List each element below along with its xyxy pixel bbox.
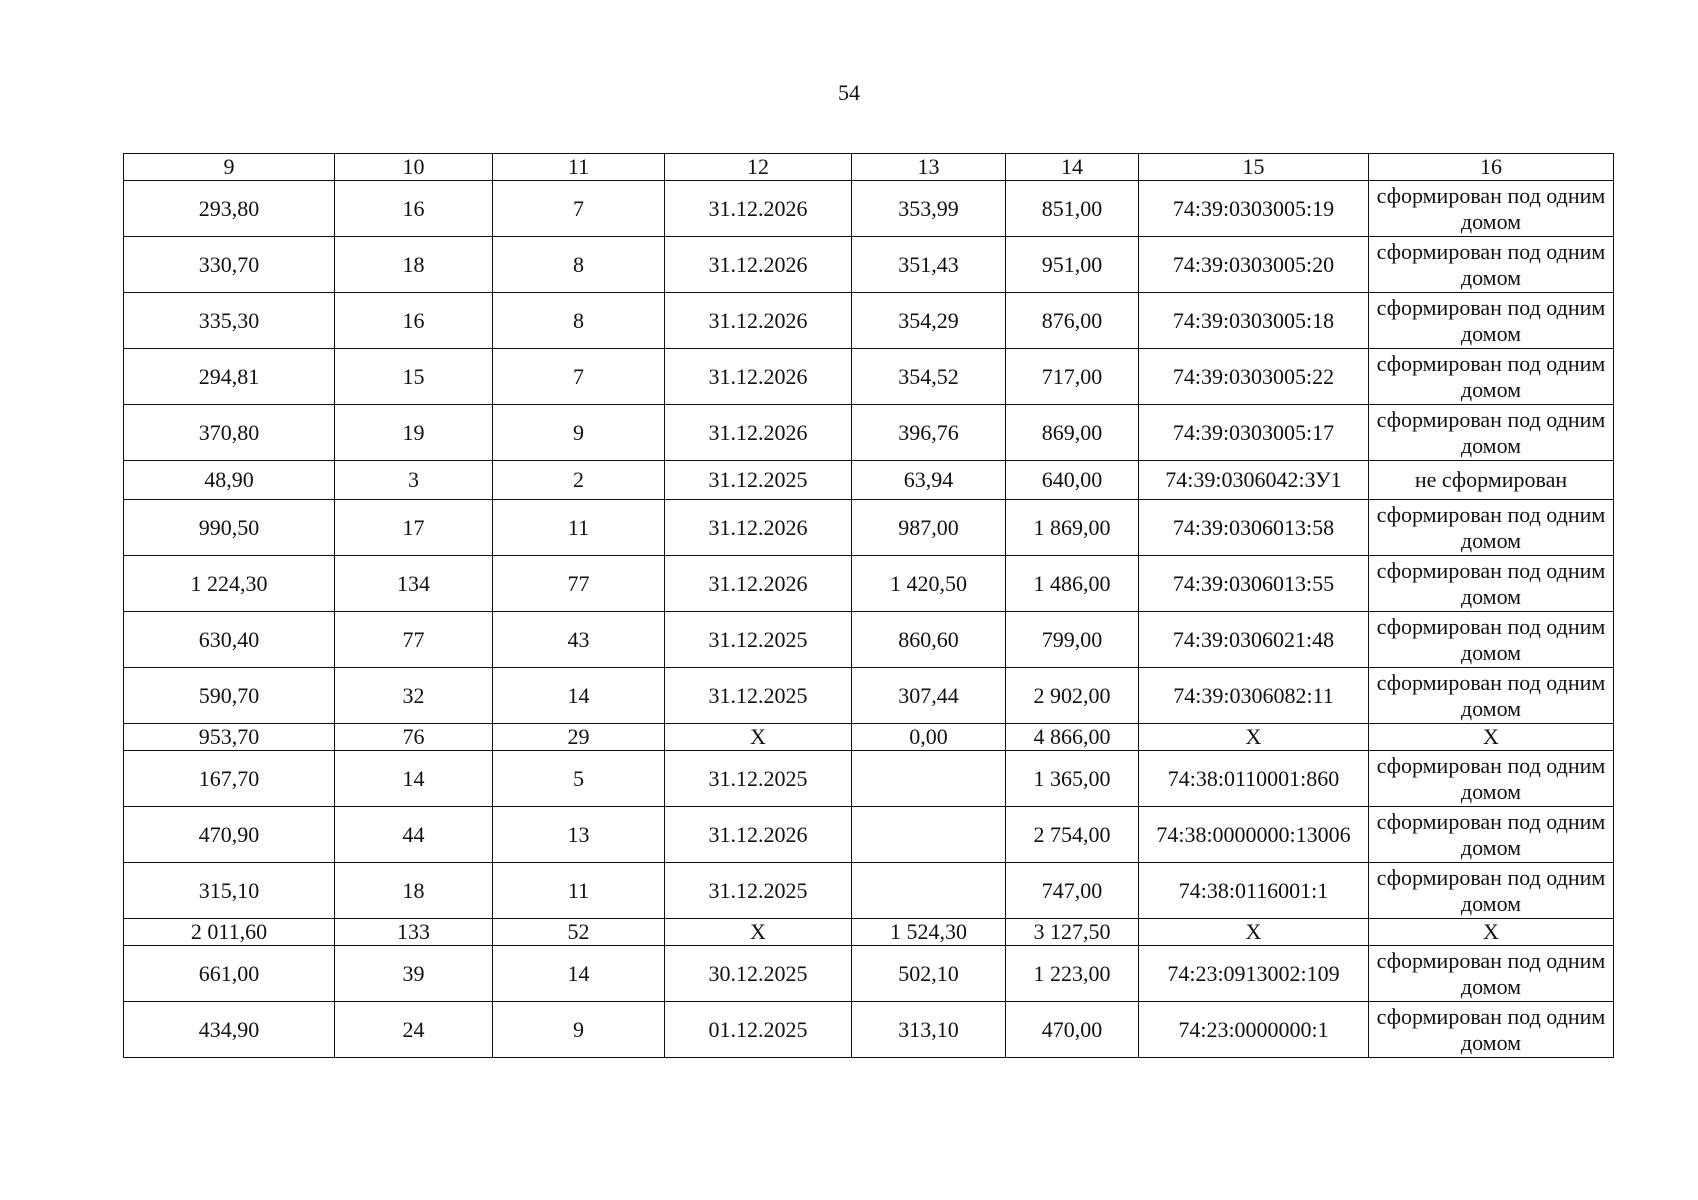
table-cell: 630,40 bbox=[124, 612, 335, 668]
table-cell: 74:23:0913002:109 bbox=[1139, 946, 1369, 1002]
table-cell: сформирован под одним домом bbox=[1369, 668, 1614, 724]
table-cell: 74:39:0306082:11 bbox=[1139, 668, 1369, 724]
table-cell: 74:39:0303005:18 bbox=[1139, 293, 1369, 349]
table-cell: 4 866,00 bbox=[1006, 724, 1139, 751]
table-cell: 74:38:0000000:13006 bbox=[1139, 807, 1369, 863]
table-cell: 29 bbox=[493, 724, 665, 751]
table-cell bbox=[852, 863, 1006, 919]
table-cell: 44 bbox=[335, 807, 493, 863]
table-cell: 9 bbox=[493, 1002, 665, 1058]
table-row bbox=[124, 919, 1614, 946]
table-cell: X bbox=[1369, 919, 1614, 946]
table-cell: 31.12.2026 bbox=[665, 349, 852, 405]
table-cell bbox=[852, 751, 1006, 807]
table-cell: 31.12.2026 bbox=[665, 237, 852, 293]
table-cell: 1 420,50 bbox=[852, 556, 1006, 612]
table-cell: 31.12.2025 bbox=[665, 751, 852, 807]
table-cell: 74:39:0306021:48 bbox=[1139, 612, 1369, 668]
table-row bbox=[124, 181, 1614, 237]
table-cell: 31.12.2025 bbox=[665, 612, 852, 668]
table-cell: 19 bbox=[335, 405, 493, 461]
table-cell: 74:39:0303005:20 bbox=[1139, 237, 1369, 293]
table-cell: 860,60 bbox=[852, 612, 1006, 668]
column-number-header: 14 bbox=[1006, 154, 1139, 181]
table-cell: 74:38:0116001:1 bbox=[1139, 863, 1369, 919]
table-cell: 24 bbox=[335, 1002, 493, 1058]
table-cell: 2 754,00 bbox=[1006, 807, 1139, 863]
table-cell: 31.12.2026 bbox=[665, 405, 852, 461]
table-cell: 133 bbox=[335, 919, 493, 946]
table-cell: 313,10 bbox=[852, 1002, 1006, 1058]
table-cell: 77 bbox=[493, 556, 665, 612]
column-number-header: 10 bbox=[335, 154, 493, 181]
table-cell: 11 bbox=[493, 500, 665, 556]
table-cell: 74:39:0306013:55 bbox=[1139, 556, 1369, 612]
table-cell: 18 bbox=[335, 237, 493, 293]
table-cell: 640,00 bbox=[1006, 461, 1139, 500]
table-row bbox=[124, 863, 1614, 919]
table-row bbox=[124, 293, 1614, 349]
table-row bbox=[124, 612, 1614, 668]
table-cell: 74:39:0303005:19 bbox=[1139, 181, 1369, 237]
table-cell: 3 127,50 bbox=[1006, 919, 1139, 946]
table-cell: 354,52 bbox=[852, 349, 1006, 405]
table-cell: 987,00 bbox=[852, 500, 1006, 556]
table-cell: 18 bbox=[335, 863, 493, 919]
table-cell: сформирован под одним домом bbox=[1369, 807, 1614, 863]
table-cell: 354,29 bbox=[852, 293, 1006, 349]
table-cell: 16 bbox=[335, 293, 493, 349]
table-cell: 31.12.2026 bbox=[665, 500, 852, 556]
table-cell: 31.12.2025 bbox=[665, 461, 852, 500]
table-cell: 951,00 bbox=[1006, 237, 1139, 293]
table-cell: 1 869,00 bbox=[1006, 500, 1139, 556]
table-cell: 1 365,00 bbox=[1006, 751, 1139, 807]
table-cell: 31.12.2026 bbox=[665, 556, 852, 612]
table-cell: 31.12.2025 bbox=[665, 668, 852, 724]
table-cell: 2 bbox=[493, 461, 665, 500]
table-cell: 14 bbox=[493, 946, 665, 1002]
table-cell: 1 224,30 bbox=[124, 556, 335, 612]
table-row bbox=[124, 237, 1614, 293]
table-cell: сформирован под одним домом bbox=[1369, 500, 1614, 556]
table-cell: 315,10 bbox=[124, 863, 335, 919]
table-row bbox=[124, 500, 1614, 556]
table-cell: 167,70 bbox=[124, 751, 335, 807]
table-cell bbox=[852, 807, 1006, 863]
table-cell: 470,00 bbox=[1006, 1002, 1139, 1058]
table-cell: 661,00 bbox=[124, 946, 335, 1002]
table-row bbox=[124, 1002, 1614, 1058]
table-row bbox=[124, 751, 1614, 807]
table-cell: 01.12.2025 bbox=[665, 1002, 852, 1058]
table-cell: сформирован под одним домом bbox=[1369, 556, 1614, 612]
table-cell: 32 bbox=[335, 668, 493, 724]
column-number-header: 15 bbox=[1139, 154, 1369, 181]
table-cell: 31.12.2025 bbox=[665, 863, 852, 919]
table-cell: 799,00 bbox=[1006, 612, 1139, 668]
table-cell: 876,00 bbox=[1006, 293, 1139, 349]
table-cell: 74:39:0303005:22 bbox=[1139, 349, 1369, 405]
table-cell: 335,30 bbox=[124, 293, 335, 349]
table-cell: 13 bbox=[493, 807, 665, 863]
table-cell: 307,44 bbox=[852, 668, 1006, 724]
table-cell: 11 bbox=[493, 863, 665, 919]
table-cell: 953,70 bbox=[124, 724, 335, 751]
table-cell: 351,43 bbox=[852, 237, 1006, 293]
table-cell: 1 524,30 bbox=[852, 919, 1006, 946]
table-cell: 5 bbox=[493, 751, 665, 807]
table-cell: X bbox=[665, 724, 852, 751]
table-cell: X bbox=[1139, 919, 1369, 946]
table-cell: сформирован под одним домом bbox=[1369, 751, 1614, 807]
table-cell: не сформирован bbox=[1369, 461, 1614, 500]
table-row bbox=[124, 668, 1614, 724]
table-cell: сформирован под одним домом bbox=[1369, 612, 1614, 668]
column-number-header: 11 bbox=[493, 154, 665, 181]
table-cell: X bbox=[1139, 724, 1369, 751]
table-cell: 330,70 bbox=[124, 237, 335, 293]
table-cell: 502,10 bbox=[852, 946, 1006, 1002]
column-number-header: 16 bbox=[1369, 154, 1614, 181]
table-cell: X bbox=[665, 919, 852, 946]
table-cell: 8 bbox=[493, 293, 665, 349]
table-cell: 2 902,00 bbox=[1006, 668, 1139, 724]
column-number-header: 12 bbox=[665, 154, 852, 181]
table-cell: 74:39:0306013:58 bbox=[1139, 500, 1369, 556]
table-cell: 747,00 bbox=[1006, 863, 1139, 919]
table-cell: 74:39:0303005:17 bbox=[1139, 405, 1369, 461]
column-number-header: 13 bbox=[852, 154, 1006, 181]
table-cell: 990,50 bbox=[124, 500, 335, 556]
table-cell: 8 bbox=[493, 237, 665, 293]
table-cell: 1 223,00 bbox=[1006, 946, 1139, 1002]
table-cell: 3 bbox=[335, 461, 493, 500]
table-cell: 590,70 bbox=[124, 668, 335, 724]
table-header-row bbox=[124, 154, 1614, 181]
table-cell: 370,80 bbox=[124, 405, 335, 461]
table-cell: 52 bbox=[493, 919, 665, 946]
table-row bbox=[124, 349, 1614, 405]
table-cell: 15 bbox=[335, 349, 493, 405]
table-row bbox=[124, 724, 1614, 751]
table-cell: 30.12.2025 bbox=[665, 946, 852, 1002]
table-cell: 48,90 bbox=[124, 461, 335, 500]
page-number: 54 bbox=[838, 80, 860, 105]
table-cell: 2 011,60 bbox=[124, 919, 335, 946]
table-cell: 434,90 bbox=[124, 1002, 335, 1058]
table-cell: сформирован под одним домом bbox=[1369, 181, 1614, 237]
table-cell: сформирован под одним домом bbox=[1369, 863, 1614, 919]
column-number-header: 9 bbox=[124, 154, 335, 181]
data-table bbox=[123, 153, 1614, 1058]
table-cell: 17 bbox=[335, 500, 493, 556]
table-cell: 869,00 bbox=[1006, 405, 1139, 461]
table-cell: сформирован под одним домом bbox=[1369, 405, 1614, 461]
table-cell: 16 bbox=[335, 181, 493, 237]
table-cell: 9 bbox=[493, 405, 665, 461]
table-cell: сформирован под одним домом bbox=[1369, 1002, 1614, 1058]
table-row bbox=[124, 807, 1614, 863]
table-cell: 0,00 bbox=[852, 724, 1006, 751]
table-row bbox=[124, 405, 1614, 461]
table-cell: 851,00 bbox=[1006, 181, 1139, 237]
table-cell: 74:23:0000000:1 bbox=[1139, 1002, 1369, 1058]
table-cell: 717,00 bbox=[1006, 349, 1139, 405]
table-cell: X bbox=[1369, 724, 1614, 751]
table-row bbox=[124, 461, 1614, 500]
table-cell: 74:39:0306042:ЗУ1 bbox=[1139, 461, 1369, 500]
table-cell: 7 bbox=[493, 181, 665, 237]
table-cell: 74:38:0110001:860 bbox=[1139, 751, 1369, 807]
table-cell: 470,90 bbox=[124, 807, 335, 863]
table-cell: 14 bbox=[335, 751, 493, 807]
table-cell: 77 bbox=[335, 612, 493, 668]
table-row bbox=[124, 556, 1614, 612]
table-cell: сформирован под одним домом bbox=[1369, 293, 1614, 349]
table-cell: 39 bbox=[335, 946, 493, 1002]
table-cell: 31.12.2026 bbox=[665, 807, 852, 863]
table-cell: 31.12.2026 bbox=[665, 293, 852, 349]
table-cell: 294,81 bbox=[124, 349, 335, 405]
table-cell: 63,94 bbox=[852, 461, 1006, 500]
table-cell: сформирован под одним домом bbox=[1369, 349, 1614, 405]
table-cell: 31.12.2026 bbox=[665, 181, 852, 237]
table-cell: 14 bbox=[493, 668, 665, 724]
table-cell: 76 bbox=[335, 724, 493, 751]
table-cell: 7 bbox=[493, 349, 665, 405]
table-cell: 396,76 bbox=[852, 405, 1006, 461]
table-cell: 134 bbox=[335, 556, 493, 612]
table-cell: 43 bbox=[493, 612, 665, 668]
table-cell: 1 486,00 bbox=[1006, 556, 1139, 612]
table-cell: сформирован под одним домом bbox=[1369, 946, 1614, 1002]
table-row bbox=[124, 946, 1614, 1002]
table-cell: 353,99 bbox=[852, 181, 1006, 237]
table-cell: 293,80 bbox=[124, 181, 335, 237]
table-cell: сформирован под одним домом bbox=[1369, 237, 1614, 293]
